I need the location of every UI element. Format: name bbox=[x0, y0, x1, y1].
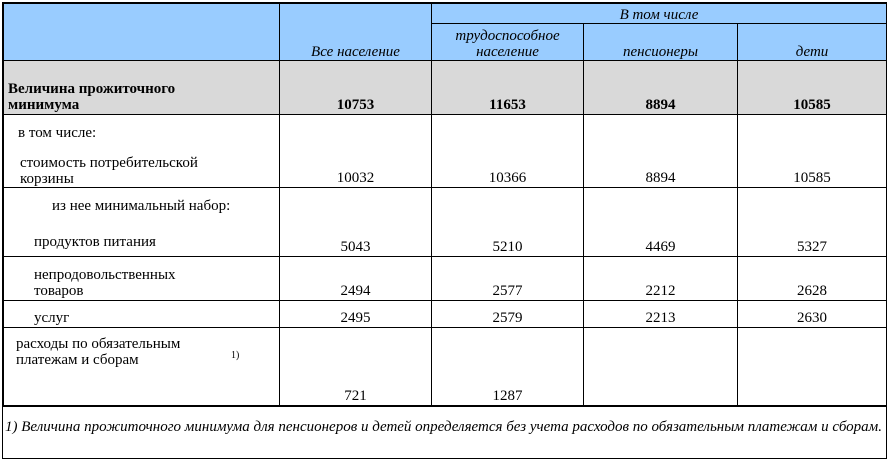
table-row-nonfood bbox=[4, 257, 887, 301]
cell-total-all: 10753 bbox=[280, 61, 432, 115]
subsistence-minimum-table bbox=[3, 3, 887, 406]
footnote-marker: 1) bbox=[231, 350, 240, 361]
row-label-services: услуг bbox=[4, 301, 280, 328]
table-row-basket bbox=[4, 115, 887, 188]
row-label-min-set: из нее минимальный набор: bbox=[52, 198, 231, 214]
row-label-basket: в том числе: стоимость потребительской корзины bbox=[4, 115, 280, 188]
cell-food-children: 5327 bbox=[738, 188, 887, 257]
table-footnote: 1) Величина прожиточного минимума для пенсионеров и детей определяется без учета расходов по обязательным платежам и сборам. bbox=[3, 406, 886, 458]
cell-basket-working: 10366 bbox=[432, 115, 584, 188]
row-label-total: Величина прожиточного минимума bbox=[4, 61, 280, 115]
subsistence-minimum-table-frame bbox=[2, 2, 887, 459]
cell-basket-pensioners: 8894 bbox=[584, 115, 738, 188]
row-label-payments: расходы по обязательным платежам и сборам $^{1)}$ bbox=[4, 328, 280, 406]
cell-nonfood-children: 2628 bbox=[738, 257, 887, 301]
cell-payments-pensioners bbox=[584, 328, 738, 406]
cell-services-children: 2630 bbox=[738, 301, 887, 328]
cell-basket-children: 10585 bbox=[738, 115, 887, 188]
cell-nonfood-pensioners: 2212 bbox=[584, 257, 738, 301]
row-label-including: в том числе: bbox=[18, 125, 97, 141]
header-group-including: В том числе bbox=[432, 4, 887, 24]
cell-food-pensioners: 4469 bbox=[584, 188, 738, 257]
cell-total-working: 11653 bbox=[432, 61, 584, 115]
cell-nonfood-all: 2494 bbox=[280, 257, 432, 301]
row-label-food: из нее минимальный набор: продуктов питания bbox=[4, 188, 280, 257]
cell-services-working: 2579 bbox=[432, 301, 584, 328]
cell-total-children: 10585 bbox=[738, 61, 887, 115]
cell-payments-working: 1287 bbox=[432, 328, 584, 406]
row-label-nonfood: непродовольственных товаров bbox=[4, 257, 280, 301]
header-working-age: трудоспособное население bbox=[432, 24, 584, 61]
header-all-population: Все население bbox=[280, 4, 432, 61]
table-row-payments bbox=[4, 328, 887, 406]
header-pensioners: пенсионеры bbox=[584, 24, 738, 61]
table-row-total bbox=[4, 61, 887, 115]
cell-nonfood-working: 2577 bbox=[432, 257, 584, 301]
cell-total-pensioners: 8894 bbox=[584, 61, 738, 115]
cell-food-working: 5210 bbox=[432, 188, 584, 257]
cell-food-all: 5043 bbox=[280, 188, 432, 257]
cell-payments-children bbox=[738, 328, 887, 406]
table-row-services bbox=[4, 301, 887, 328]
cell-basket-all: 10032 bbox=[280, 115, 432, 188]
header-children: дети bbox=[738, 24, 887, 61]
cell-payments-all: 721 bbox=[280, 328, 432, 406]
cell-services-all: 2495 bbox=[280, 301, 432, 328]
header-blank bbox=[4, 4, 280, 61]
table-row-food bbox=[4, 188, 887, 257]
cell-services-pensioners: 2213 bbox=[584, 301, 738, 328]
